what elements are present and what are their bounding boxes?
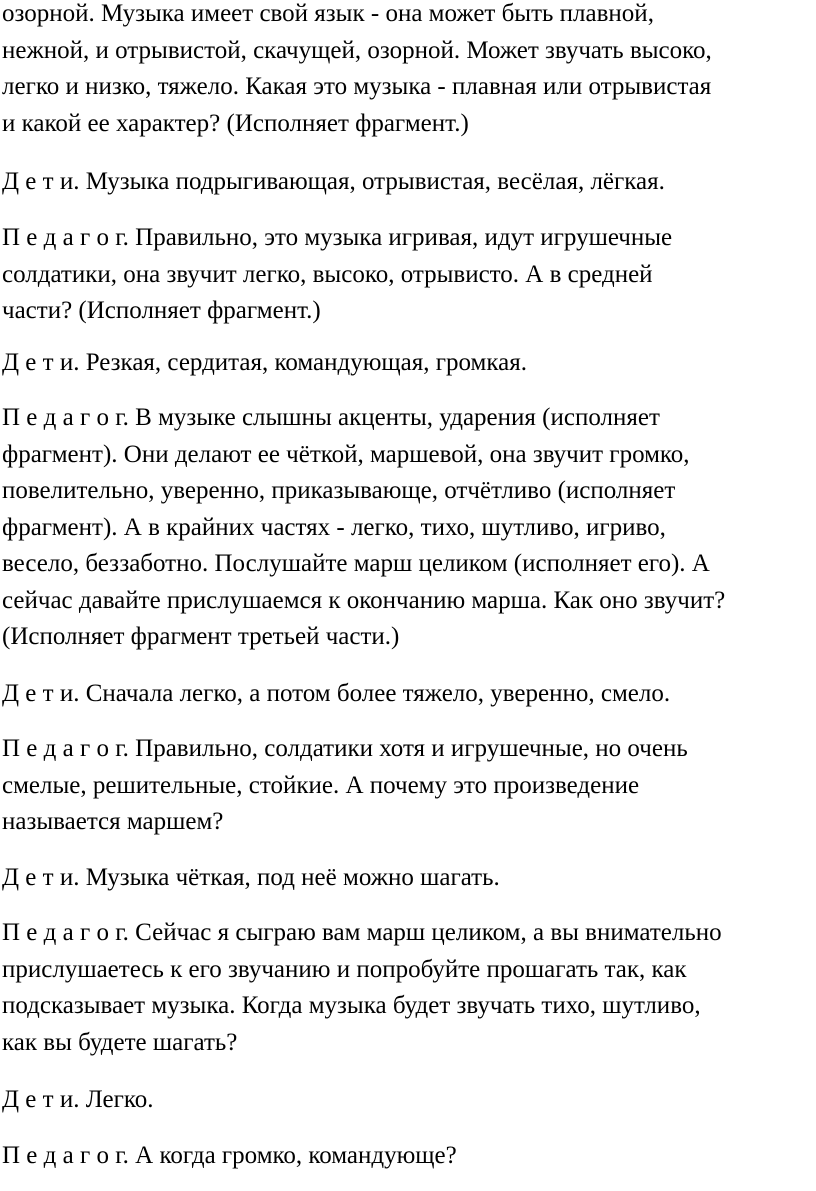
text-paragraph: П е д а г о г. А когда громко, командующе?	[2, 1142, 457, 1169]
text-paragraph: Д е т и. Музыка чёткая, под неё можно шагать.	[2, 864, 500, 891]
text-paragraph: Д е т и. Музыка подрыгивающая, отрывистая, весёлая, лёгкая.	[2, 168, 665, 195]
text-paragraph: Д е т и. Сначала легко, а потом более тяжело, уверенно, смело.	[2, 680, 671, 707]
text-paragraph: П е д а г о г. В музыке слышны акценты, ударения (исполняет фрагмент). Они делают ее чёткой, маршевой, она звучит громко, повелительно, уверенно, приказывающе, отчётливо (исполняет фрагмент). А в крайних частях - легко, тихо, шутливо, игриво, весело, беззаботно. Послушайте марш целиком (исполняет его). А сейчас давайте прислушаемся к окончанию марша. Как оно звучит? (Исполняет фрагмент третьей части.)	[2, 404, 726, 650]
text-paragraph: П е д а г о г. Сейчас я сыграю вам марш целиком, а вы внимательно прислушаетесь к его звучанию и попробуйте прошагать так, как подсказывает музыка. Когда музыка будет звучать тихо, шутливо, как вы будете шагать?	[2, 919, 722, 1056]
text-paragraph: Д е т и. Легко.	[2, 1086, 154, 1113]
text-paragraph: озорной. Музыка имеет свой язык - она может быть плавной, нежной, и отрывистой, скачущей, озорной. Может звучать высоко, легко и низко, тяжело. Какая это музыка - плавная или отрывистая и какой ее характер? (Исполняет фрагмент.)	[2, 0, 712, 137]
text-paragraph: П е д а г о г. Правильно, солдатики хотя и игрушечные, но очень смелые, решительные, стойкие. А почему это произведение называется маршем?	[2, 735, 688, 835]
text-paragraph: П е д а г о г. Правильно, это музыка игривая, идут игрушечные солдатики, она звучит легко, высоко, отрывисто. А в средней части? (Исполняет фрагмент.)	[2, 224, 673, 324]
text-paragraph: Д е т и. Резкая, сердитая, командующая, громкая.	[2, 349, 527, 376]
